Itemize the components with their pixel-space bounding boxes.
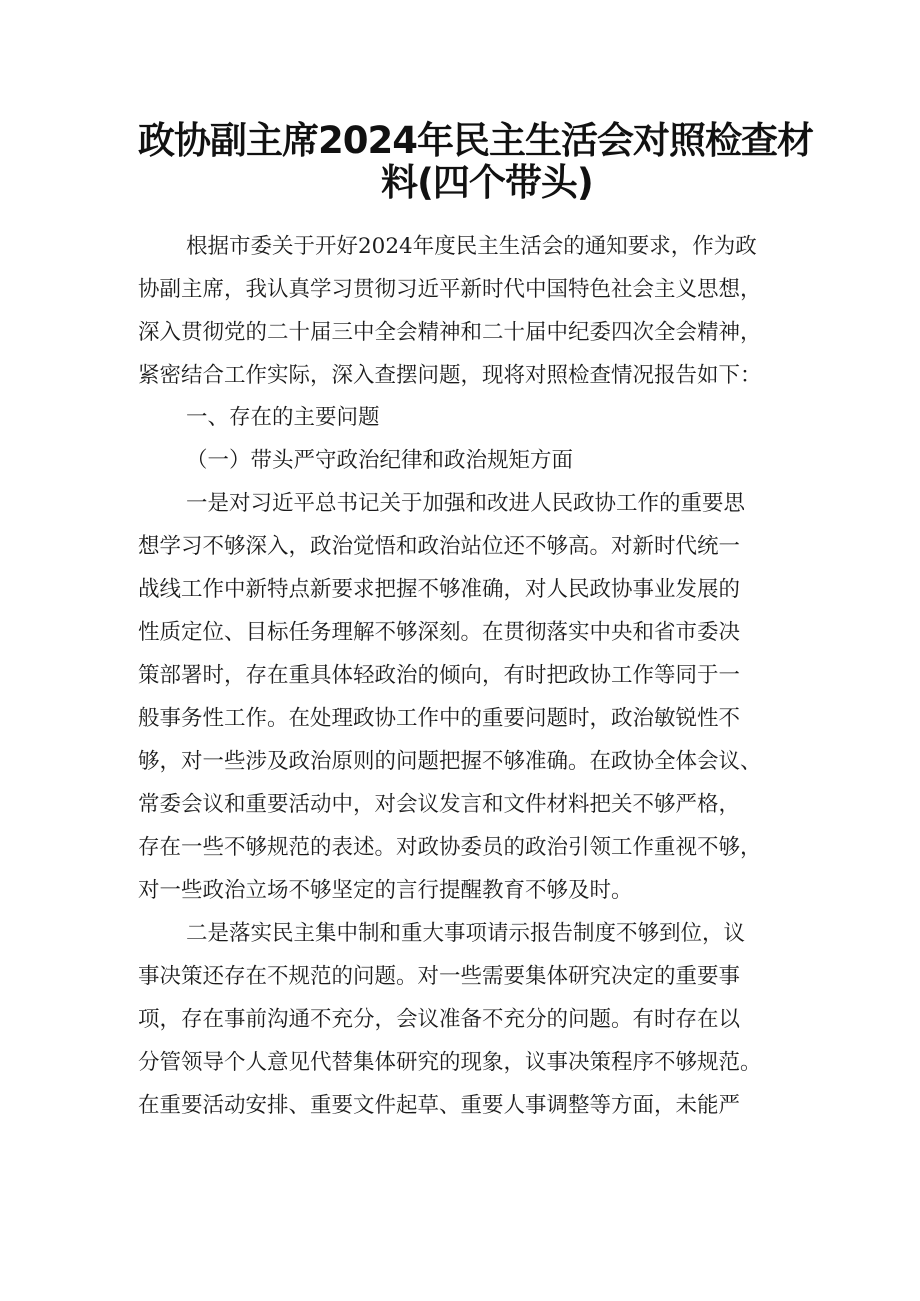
body-line: 协副主席，我认真学习贯彻习近平新时代中国特色社会主义思想， xyxy=(138,277,762,302)
body-line: 在重要活动安排、重要文件起草、重要人事调整等方面，未能严 xyxy=(138,1093,741,1118)
body-line: 分管领导个人意见代替集体研究的现象，议事决策程序不够规范。 xyxy=(138,1050,762,1075)
document-title-line-2: 料(四个带头) xyxy=(381,161,593,204)
body-line: 般事务性工作。在处理政协工作中的重要问题时，政治敏锐性不 xyxy=(138,706,741,731)
body-line: 存在一些不够规范的表述。对政协委员的政治引领工作重视不够， xyxy=(138,835,762,860)
body-line: 战线工作中新特点新要求把握不够准确，对人民政协事业发展的 xyxy=(138,577,741,602)
body-line: 紧密结合工作实际，深入查摆问题，现将对照检查情况报告如下： xyxy=(138,363,762,388)
body-line: 项，存在事前沟通不充分，会议准备不充分的问题。有时存在以 xyxy=(138,1007,741,1032)
body-line: 常委会议和重要活动中，对会议发言和文件材料把关不够严格， xyxy=(138,792,741,817)
document-title-line-1: 政协副主席2024年民主生活会对照检查材 xyxy=(138,119,813,162)
body-line: 事决策还存在不规范的问题。对一些需要集体研究决定的重要事 xyxy=(138,964,741,989)
section-heading: 一、存在的主要问题 xyxy=(186,405,380,430)
body-line: 策部署时，存在重具体轻政治的倾向，有时把政协工作等同于一 xyxy=(138,663,741,688)
body-line: 够，对一些涉及政治原则的问题把握不够准确。在政协全体会议、 xyxy=(138,749,762,774)
body-line: 二是落实民主集中制和重大事项请示报告制度不够到位，议 xyxy=(186,921,746,946)
body-line: 深入贯彻党的二十届三中全会精神和二十届中纪委四次全会精神， xyxy=(138,320,762,345)
body-line: 根据市委关于开好2024年度民主生活会的通知要求，作为政 xyxy=(186,234,757,259)
body-line: 性质定位、目标任务理解不够深刻。在贯彻落实中央和省市委决 xyxy=(138,620,741,645)
body-line: 对一些政治立场不够坚定的言行提醒教育不够及时。 xyxy=(138,878,633,903)
body-line: 一是对习近平总书记关于加强和改进人民政协工作的重要思 xyxy=(186,491,746,516)
body-line: 想学习不够深入，政治觉悟和政治站位还不够高。对新时代统一 xyxy=(138,534,741,559)
subsection-heading: （一）带头严守政治纪律和政治规矩方面 xyxy=(186,448,574,473)
